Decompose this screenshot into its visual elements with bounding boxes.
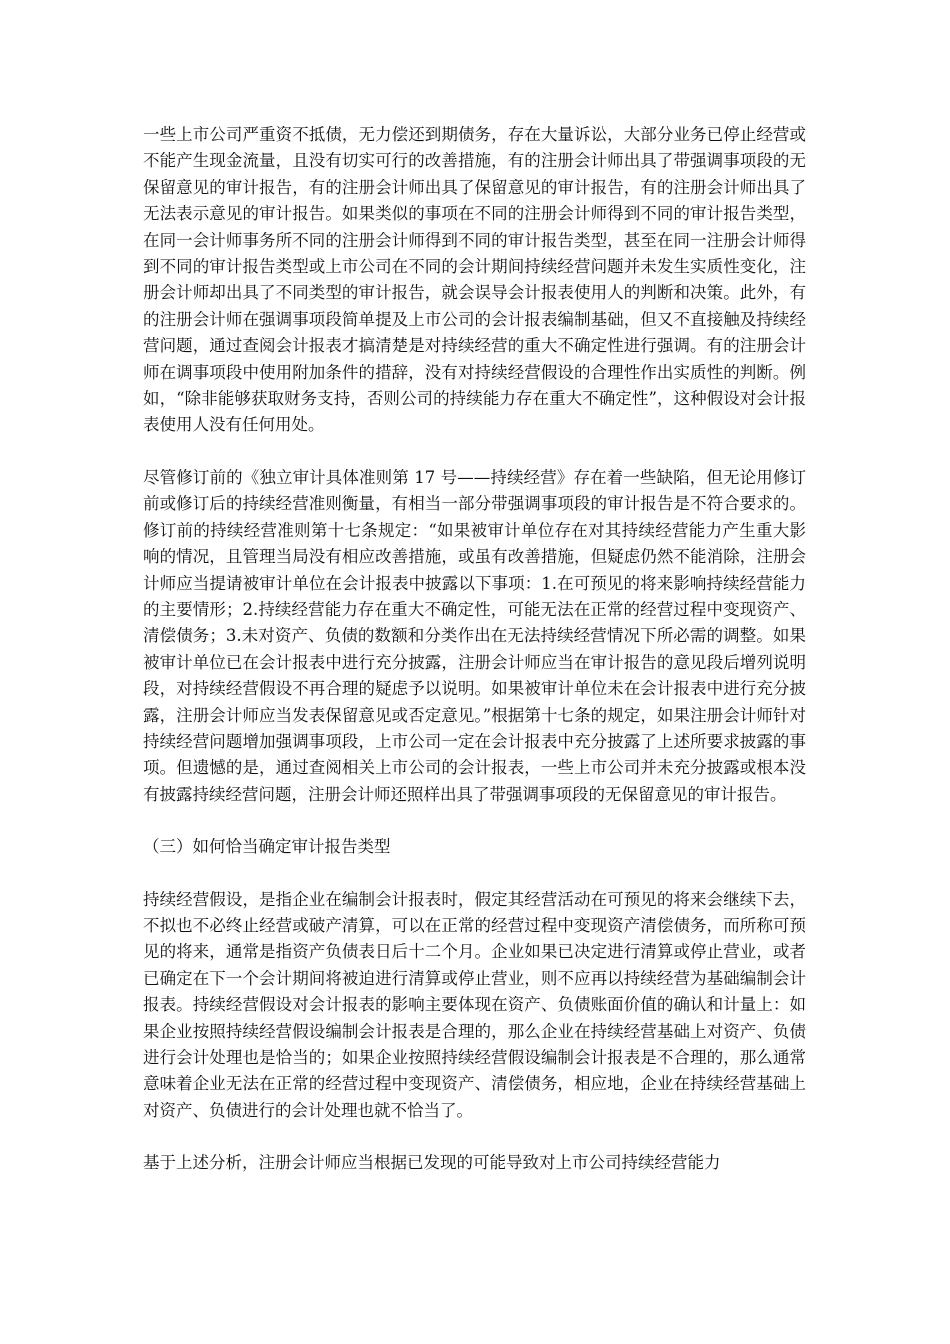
body-paragraph-3: 持续经营假设，是指企业在编制会计报表时，假定其经营活动在可预见的将来会继续下去，不拟也不必终止经营或破产清算，可以在正常的经营过程中变现资产清偿债务，而所称可预见的将来，通常是指资产负债表日后十二个月。企业如果已决定进行清算或停止营业，或者已确定在下一个会计期间将被迫进行清算或停止营业，则不应再以持续经营为基础编制会计报表。持续经营假设对会计报表的影响主要体现在资产、负债账面价值的确认和计量上：如果企业按照持续经营假设编制会计报表是合理的，那么企业在持续经营基础上对资产、负债进行会计处理也是恰当的；如果企业按照持续经营假设编制会计报表是不合理的，那么通常意味着企业无法在正常的经营过程中变现资产、清偿债务，相应地，企业在持续经营基础上对资产、负债进行的会计处理也就不恰当了。: [143, 889, 806, 1120]
body-paragraph-1: 一些上市公司严重资不抵债，无力偿还到期债务，存在大量诉讼，大部分业务已停止经营或不能产生现金流量，且没有切实可行的改善措施，有的注册会计师出具了带强调事项段的无保留意见的审计报告，有的注册会计师出具了保留意见的审计报告，有的注册会计师出具了无法表示意见的审计报告。如果类似的事项在不同的注册会计师得到不同的审计报告类型，在同一会计师事务所不同的注册会计师得到不同的审计报告类型，甚至在同一注册会计师得到不同的审计报告类型或上市公司在不同的会计期间持续经营问题并未发生实质性变化，注册会计师却出具了不同类型的审计报告，就会误导会计报表使用人的判断和决策。此外，有的注册会计师在强调事项段简单提及上市公司的会计报表编制基础，但又不直接触及持续经营问题，通过查阅会计报表才搞清楚是对持续经营的重大不确定性进行强调。有的注册会计师在调事项段中使用附加条件的措辞，没有对持续经营假设的合理性作出实质性的判断。例如，“除非能够获取财务支持，否则公司的持续能力存在重大不确定性”，这种假设对会计报表使用人没有任何用处。: [143, 125, 806, 435]
body-paragraph-2: 尽管修订前的《独立审计具体准则第 17 号——持续经营》存在着一些缺陷，但无论用修订前或修订后的持续经营准则衡量，有相当一部分带强调事项段的审计报告是不符合要求的。修订前的持续经营准则第十七条规定：“如果被审计单位存在对其持续经营能力产生重大影响的情况，且管理当局没有相应改善措施，或虽有改善措施，但疑虑仍然不能消除，注册会计师应当提请被审计单位在会计报表中披露以下事项：1.在可预见的将来影响持续经营能力的主要情形；2.持续经营能力存在重大不确定性，可能无法在正常的经营过程中变现资产、清偿债务；3.未对资产、负债的数额和分类作出在无法持续经营情况下所必需的调整。如果被审计单位已在会计报表中进行充分披露，注册会计师应当在审计报告的意见段后增列说明段，对持续经营假设不再合理的疑虑予以说明。如果被审计单位未在会计报表中进行充分披露，注册会计师应当发表保留意见或否定意见。”根据第十七条的规定，如果注册会计师针对持续经营问题增加强调事项段，上市公司一定在会计报表中充分披露了上述所要求披露的事项。但遗憾的是，通过查阅相关上市公司的会计报表，一些上市公司并未充分披露或根本没有披露持续经营问题，注册会计师还照样出具了带强调事项段的无保留意见的审计报告。: [143, 467, 806, 804]
section-heading: （三）如何恰当确定审计报告类型: [143, 837, 391, 857]
body-paragraph-4: 基于上述分析，注册会计师应当根据已发现的可能导致对上市公司持续经营能力: [143, 1153, 721, 1173]
document-page: [143, 122, 806, 1203]
